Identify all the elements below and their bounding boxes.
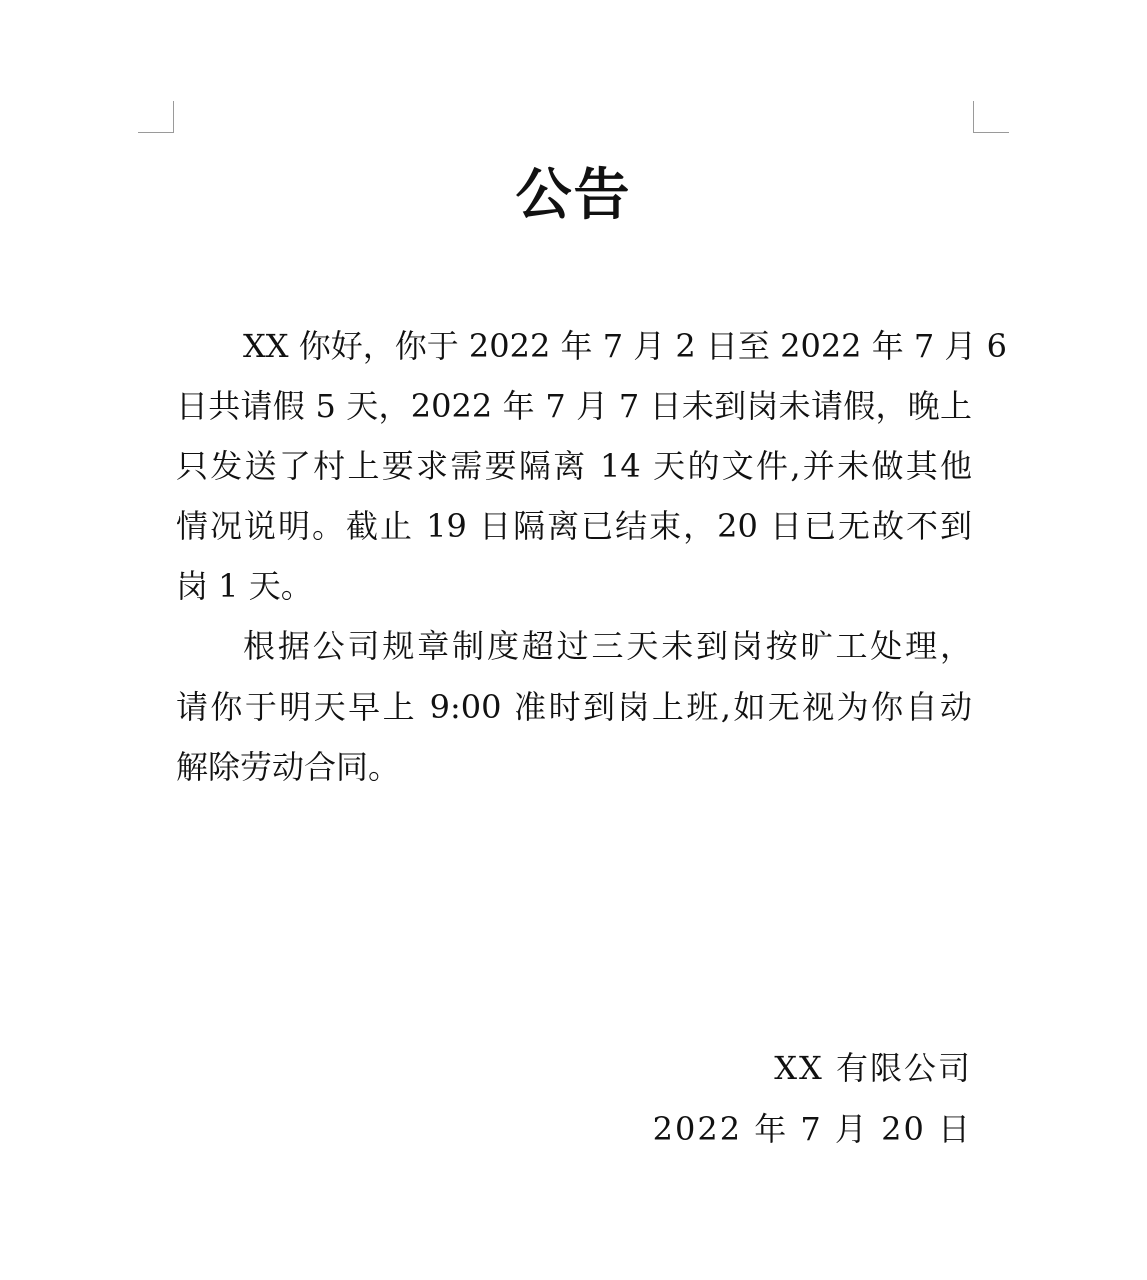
paragraph-1-line-3: 只发送了村上要求需要隔离 14 天的文件,并未做其他 <box>176 447 972 485</box>
paragraph-1-line-5: 岗 1 天。 <box>176 567 313 605</box>
signature-date: 2022 年 7 月 20 日 <box>652 1110 972 1148</box>
paragraph-2-line-3: 解除劳动合同。 <box>176 748 401 786</box>
page-corner-mark-top-left <box>138 101 174 133</box>
paragraph-1-line-2: 日共请假 5 天，2022 年 7 月 7 日未到岗未请假，晚上 <box>176 387 972 425</box>
paragraph-2-line-1: 根据公司规章制度超过三天未到岗按旷工处理， <box>243 627 972 665</box>
paragraph-2-line-2: 请你于明天早上 9:00 准时到岗上班,如无视为你自动 <box>176 688 972 726</box>
paragraph-1-line-1: XX 你好，你于 2022 年 7 月 2 日至 2022 年 7 月 6 <box>243 327 1007 365</box>
document-title: 公告 <box>515 163 632 228</box>
signature-company: XX 有限公司 <box>774 1049 972 1087</box>
page-corner-mark-top-right <box>973 101 1009 133</box>
paragraph-1-line-4: 情况说明。截止 19 日隔离已结束，20 日已无故不到 <box>176 507 972 545</box>
